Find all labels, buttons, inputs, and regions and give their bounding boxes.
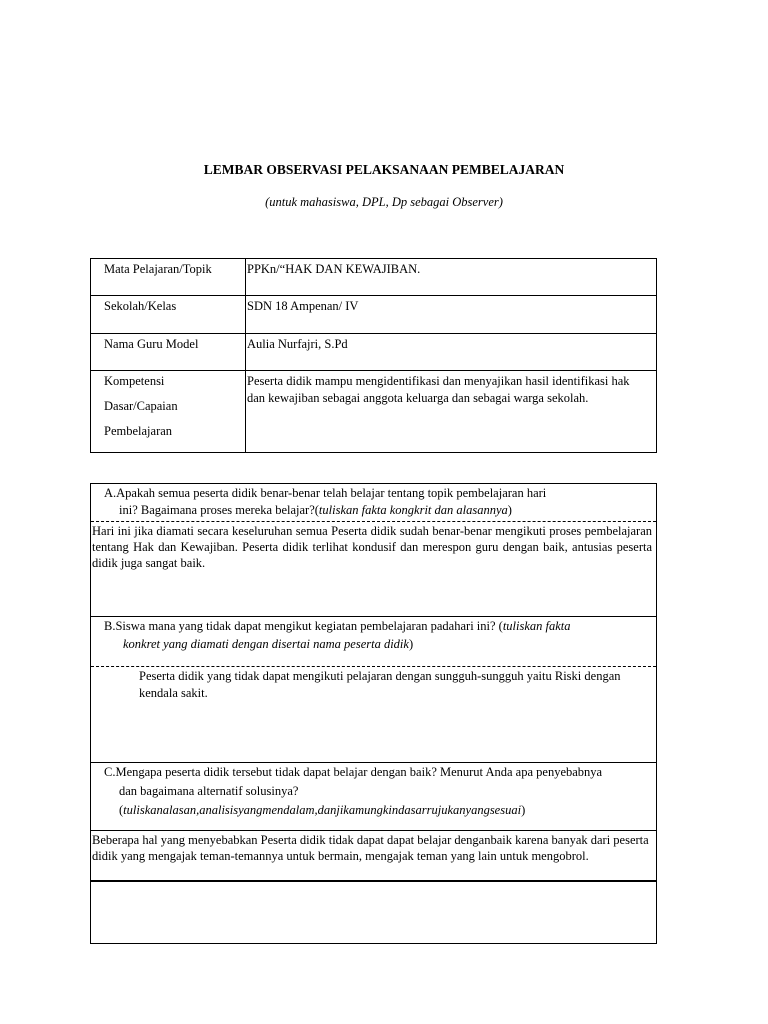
school-value: SDN 18 Ampenan/ IV <box>247 299 359 313</box>
question-c <box>91 763 656 831</box>
question-b-line1: B.Siswa mana yang tidak dapat mengikut kegiatan pembelajaran padahari ini? (tuliskan fakta <box>104 619 571 633</box>
answer-b <box>91 667 656 763</box>
subject-label: Mata Pelajaran/Topik <box>104 262 212 276</box>
observation-table <box>90 483 657 944</box>
competence-label-line: Dasar/Capaian <box>104 399 178 413</box>
competence-label <box>104 369 178 444</box>
info-table <box>90 258 657 453</box>
info-row-school <box>91 296 656 334</box>
question-b-line2: konkret yang diamati dengan disertai nama peserta didik) <box>123 637 414 651</box>
teacher-label: Nama Guru Model <box>104 337 199 351</box>
empty-row <box>91 882 656 944</box>
question-a-text <box>104 485 654 519</box>
question-a-line1: A.Apakah semua peserta didik benar-benar telah belajar tentang topik pembelajaran hari <box>104 486 547 500</box>
info-row-subject <box>91 259 656 296</box>
question-a-line2: ini? Bagaimana proses mereka belajar?(tuliskan fakta kongkrit dan alasannya) <box>119 503 512 517</box>
answer-c-text: Beberapa hal yang menyebabkan Peserta didik tidak dapat dapat belajar denganbaik karena banyak dari peserta didik yang mengajak teman-temannya untuk bermain, mengajak teman yang lain untuk mengobrol. <box>92 833 649 863</box>
answer-c <box>91 831 656 882</box>
question-c-line3: (tuliskanalasan,analisisyangmendalam,danjikamungkindasarrujukanyangsesuai) <box>119 803 526 817</box>
answer-a-text: Hari ini jika diamati secara keseluruhan semua Peserta didik sudah benar-benar mengikuti proses pembelajaran tentang Hak dan Kewajiban. Peserta didik terlihat kondusif dan merespon guru dengan baik, antusias peserta didik juga sangat baik. <box>92 524 652 570</box>
competence-label-line: Pembelajaran <box>104 424 173 438</box>
question-c-line2: dan bagaimana alternatif solusinya? <box>119 784 299 798</box>
teacher-value: Aulia Nurfajri, S.Pd <box>247 337 348 351</box>
competence-label-line: Kompetensi <box>104 374 165 388</box>
question-b <box>91 617 656 667</box>
question-b-text <box>104 617 654 653</box>
info-row-teacher <box>91 334 656 371</box>
subject-value: PPKn/“HAK DAN KEWAJIBAN. <box>247 262 421 276</box>
info-row-competence <box>91 371 656 453</box>
question-a <box>91 484 656 522</box>
page-subtitle: (untuk mahasiswa, DPL, Dp sebagai Observer) <box>265 195 503 209</box>
question-c-text <box>104 763 654 820</box>
question-c-line1: C.Mengapa peserta didik tersebut tidak dapat belajar dengan baik? Menurut Anda apa penyebabnya <box>104 765 603 779</box>
answer-b-text: Peserta didik yang tidak dapat mengikuti pelajaran dengan sungguh-sungguh yaitu Riski dengan kendala sakit. <box>139 669 621 700</box>
answer-a <box>91 522 656 617</box>
competence-value: Peserta didik mampu mengidentifikasi dan menyajikan hasil identifikasi hak dan kewajiban sebagai anggota keluarga dan sebagai warga sekolah. <box>247 374 630 405</box>
school-label: Sekolah/Kelas <box>104 299 177 313</box>
page-title: LEMBAR OBSERVASI PELAKSANAAN PEMBELAJARAN <box>203 162 565 177</box>
